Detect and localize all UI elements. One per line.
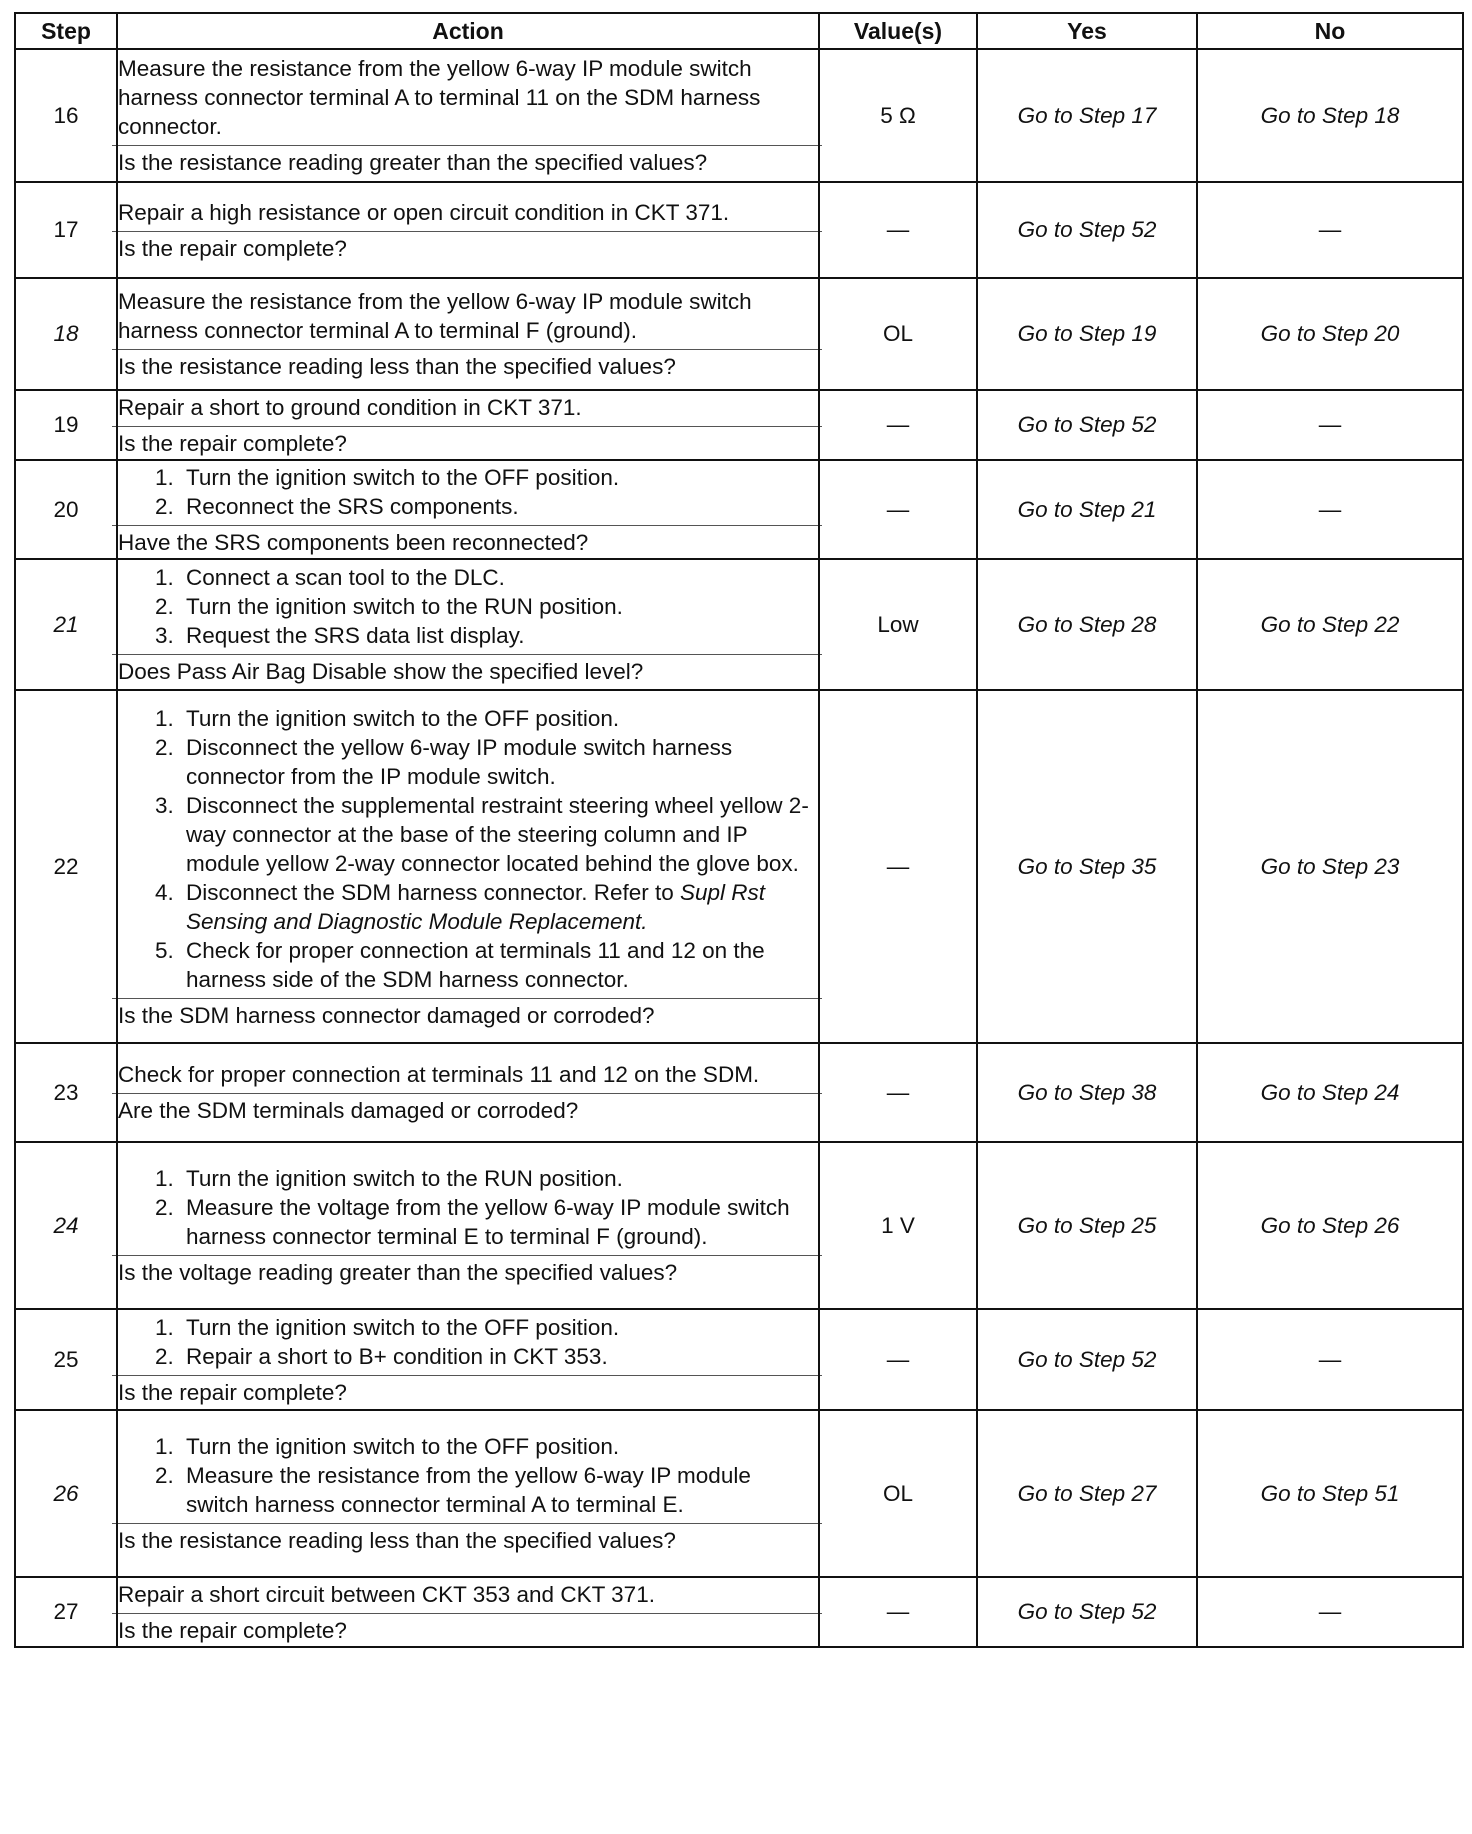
table-row bbox=[15, 182, 1463, 278]
no-cell: Go to Step 26 bbox=[1197, 1142, 1463, 1309]
action-step-item: 1. Turn the ignition switch to the OFF position. bbox=[180, 1432, 818, 1461]
action-text: Measure the resistance from the yellow 6-way IP module switch harness connector terminal A to terminal F (ground). bbox=[118, 289, 752, 343]
action-step-item: 2. Disconnect the yellow 6-way IP module switch harness connector from the IP module switch. bbox=[180, 733, 818, 791]
action-question: Is the resistance reading less than the specified values? bbox=[112, 1523, 822, 1555]
step-number: 20 bbox=[15, 460, 117, 559]
action-question: Does Pass Air Bag Disable show the specified level? bbox=[112, 654, 822, 686]
table-row bbox=[15, 559, 1463, 690]
value-cell: — bbox=[819, 390, 977, 460]
yes-cell: Go to Step 28 bbox=[977, 559, 1197, 690]
no-cell: Go to Step 51 bbox=[1197, 1410, 1463, 1577]
value-cell: — bbox=[819, 460, 977, 559]
table-row bbox=[15, 390, 1463, 460]
yes-cell: Go to Step 52 bbox=[977, 182, 1197, 278]
value-cell: OL bbox=[819, 278, 977, 390]
action-question: Is the repair complete? bbox=[112, 1613, 822, 1645]
action-cell bbox=[117, 182, 819, 278]
table-row bbox=[15, 690, 1463, 1043]
no-cell: — bbox=[1197, 390, 1463, 460]
header-step: Step bbox=[15, 13, 117, 49]
procedure-reference-link[interactable]: Supl Rst Sensing and Diagnostic Module Replacement. bbox=[186, 879, 766, 934]
action-step-item: 1. Connect a scan tool to the DLC. bbox=[180, 563, 818, 592]
table-row bbox=[15, 1410, 1463, 1577]
action-question: Is the repair complete? bbox=[112, 426, 822, 458]
value-cell: — bbox=[819, 1043, 977, 1142]
step-number: 24 bbox=[15, 1142, 117, 1309]
no-cell: — bbox=[1197, 182, 1463, 278]
action-cell bbox=[117, 559, 819, 690]
header-no: No bbox=[1197, 13, 1463, 49]
action-text: Check for proper connection at terminals 11 and 12 on the SDM. bbox=[118, 1062, 760, 1087]
action-step-item: 1. Turn the ignition switch to the OFF position. bbox=[180, 463, 818, 492]
table-row bbox=[15, 1142, 1463, 1309]
action-question: Is the repair complete? bbox=[112, 1375, 822, 1407]
action-step-item: 3. Request the SRS data list display. bbox=[180, 621, 818, 650]
table-row bbox=[15, 278, 1463, 390]
action-step-item: 5. Check for proper connection at terminals 11 and 12 on the harness side of the SDM harness connector. bbox=[180, 936, 818, 994]
action-step-item: 2. Measure the voltage from the yellow 6-way IP module switch harness connector terminal E to terminal F (ground). bbox=[180, 1193, 818, 1251]
step-number: 23 bbox=[15, 1043, 117, 1142]
action-question: Are the SDM terminals damaged or corroded? bbox=[112, 1093, 822, 1125]
action-cell bbox=[117, 1577, 819, 1647]
action-question: Is the SDM harness connector damaged or corroded? bbox=[112, 998, 822, 1030]
action-text: Measure the resistance from the yellow 6-way IP module switch harness connector terminal A to terminal 11 on the SDM harness connector. bbox=[118, 56, 761, 139]
yes-cell: Go to Step 52 bbox=[977, 1577, 1197, 1647]
action-step-item: 3. Disconnect the supplemental restraint steering wheel yellow 2-way connector at the base of the steering column and IP module yellow 2-way connector located behind the glove box. bbox=[180, 791, 818, 878]
action-text: Repair a high resistance or open circuit condition in CKT 371. bbox=[118, 199, 730, 225]
no-cell: — bbox=[1197, 460, 1463, 559]
action-step-item: 2. Measure the resistance from the yellow 6-way IP module switch harness connector terminal A to terminal E. bbox=[180, 1461, 818, 1519]
yes-cell: Go to Step 38 bbox=[977, 1043, 1197, 1142]
yes-cell: Go to Step 27 bbox=[977, 1410, 1197, 1577]
action-text: Repair a short circuit between CKT 353 and CKT 371. bbox=[118, 1581, 655, 1607]
value-cell: 5 Ω bbox=[819, 49, 977, 182]
no-cell: Go to Step 22 bbox=[1197, 559, 1463, 690]
step-number: 18 bbox=[15, 278, 117, 390]
value-cell: 1 V bbox=[819, 1142, 977, 1309]
table-row bbox=[15, 1309, 1463, 1410]
action-question: Is the resistance reading less than the specified values? bbox=[112, 349, 822, 381]
action-cell bbox=[117, 690, 819, 1043]
step-number: 16 bbox=[15, 49, 117, 182]
action-question: Is the resistance reading greater than the specified values? bbox=[112, 145, 822, 177]
action-cell bbox=[117, 1043, 819, 1142]
value-cell: OL bbox=[819, 1410, 977, 1577]
action-text: Repair a short to ground condition in CKT 371. bbox=[118, 394, 582, 420]
action-step-item: 1. Turn the ignition switch to the OFF position. bbox=[180, 704, 818, 733]
action-steps bbox=[118, 704, 818, 994]
header-values: Value(s) bbox=[819, 13, 977, 49]
action-step-item: 2. Repair a short to B+ condition in CKT 353. bbox=[180, 1342, 818, 1371]
action-steps bbox=[118, 563, 818, 650]
table-row bbox=[15, 460, 1463, 559]
action-step-text: Disconnect the SDM harness connector. Refer to bbox=[186, 879, 680, 905]
action-cell bbox=[117, 390, 819, 460]
yes-cell: Go to Step 25 bbox=[977, 1142, 1197, 1309]
no-cell: Go to Step 23 bbox=[1197, 690, 1463, 1043]
action-step-item: 2. Reconnect the SRS components. bbox=[180, 492, 818, 521]
action-question: Is the voltage reading greater than the specified values? bbox=[112, 1255, 822, 1287]
value-cell: Low bbox=[819, 559, 977, 690]
step-number: 17 bbox=[15, 182, 117, 278]
action-step-item: 2. Turn the ignition switch to the RUN position. bbox=[180, 592, 818, 621]
action-cell bbox=[117, 1410, 819, 1577]
table-row bbox=[15, 49, 1463, 182]
value-cell: — bbox=[819, 1577, 977, 1647]
step-number: 21 bbox=[15, 559, 117, 690]
action-cell bbox=[117, 1309, 819, 1410]
no-cell: Go to Step 20 bbox=[1197, 278, 1463, 390]
header-yes: Yes bbox=[977, 13, 1197, 49]
step-number: 25 bbox=[15, 1309, 117, 1410]
action-steps bbox=[118, 1164, 818, 1251]
table-row bbox=[15, 1043, 1463, 1142]
action-question: Have the SRS components been reconnected? bbox=[112, 525, 822, 557]
action-step-item bbox=[180, 878, 818, 936]
step-number: 19 bbox=[15, 390, 117, 460]
action-question: Is the repair complete? bbox=[112, 231, 822, 263]
action-step-item: 1. Turn the ignition switch to the RUN position. bbox=[180, 1164, 818, 1193]
action-step-item: 1. Turn the ignition switch to the OFF position. bbox=[180, 1313, 818, 1342]
yes-cell: Go to Step 52 bbox=[977, 1309, 1197, 1410]
no-cell: — bbox=[1197, 1577, 1463, 1647]
diagnostic-table bbox=[14, 12, 1464, 1648]
header-action: Action bbox=[117, 13, 819, 49]
step-number: 27 bbox=[15, 1577, 117, 1647]
table-row bbox=[15, 1577, 1463, 1647]
no-cell: Go to Step 18 bbox=[1197, 49, 1463, 182]
yes-cell: Go to Step 19 bbox=[977, 278, 1197, 390]
value-cell: — bbox=[819, 182, 977, 278]
no-cell: Go to Step 24 bbox=[1197, 1043, 1463, 1142]
action-cell bbox=[117, 278, 819, 390]
step-number: 22 bbox=[15, 690, 117, 1043]
value-cell: — bbox=[819, 690, 977, 1043]
value-cell: — bbox=[819, 1309, 977, 1410]
action-steps bbox=[118, 1432, 818, 1519]
step-number: 26 bbox=[15, 1410, 117, 1577]
yes-cell: Go to Step 52 bbox=[977, 390, 1197, 460]
action-steps bbox=[118, 1313, 818, 1371]
yes-cell: Go to Step 35 bbox=[977, 690, 1197, 1043]
action-cell bbox=[117, 1142, 819, 1309]
no-cell: — bbox=[1197, 1309, 1463, 1410]
header-row bbox=[15, 13, 1463, 49]
yes-cell: Go to Step 21 bbox=[977, 460, 1197, 559]
action-cell bbox=[117, 49, 819, 182]
action-cell bbox=[117, 460, 819, 559]
action-steps bbox=[118, 463, 818, 521]
yes-cell: Go to Step 17 bbox=[977, 49, 1197, 182]
